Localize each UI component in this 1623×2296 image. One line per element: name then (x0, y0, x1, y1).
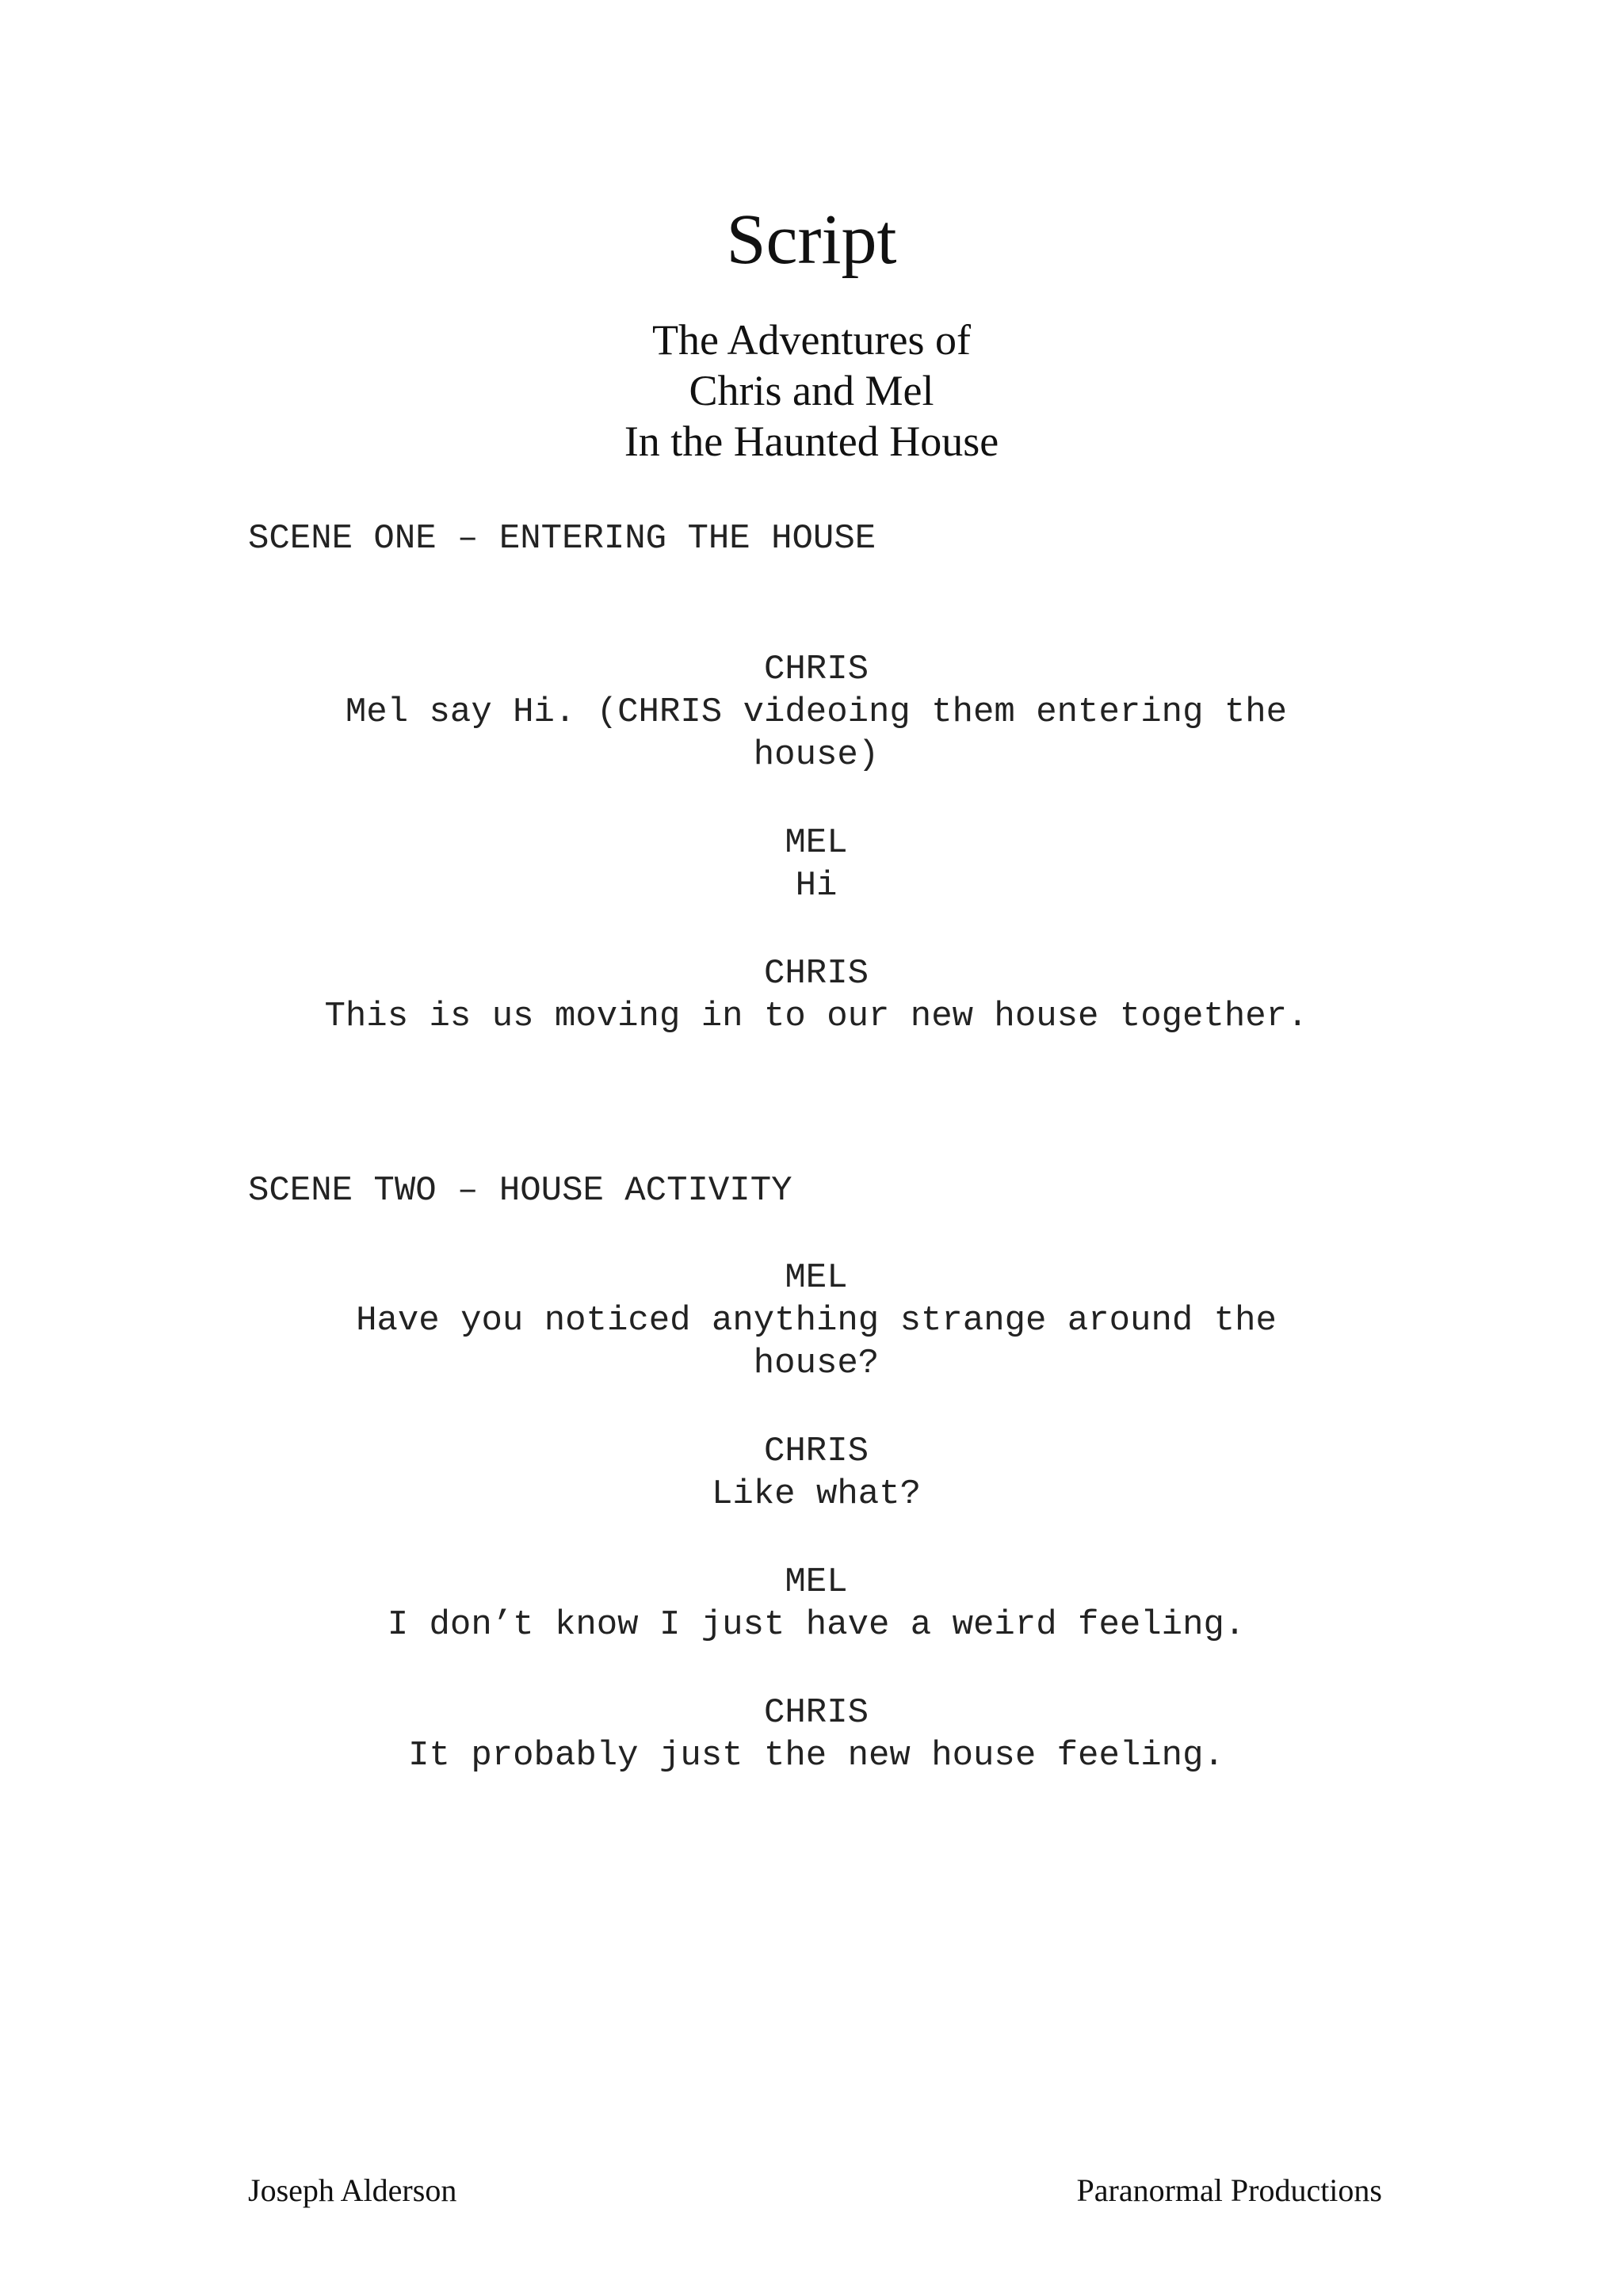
dialogue-line: This is us moving in to our new house together. (324, 997, 1308, 1036)
scene-heading: SCENE TWO – HOUSE ACTIVITY (248, 1171, 792, 1211)
footer-author: Joseph Alderson (248, 2172, 457, 2208)
character-name: MEL (785, 823, 848, 863)
document-subtitle (0, 315, 1623, 467)
dialogue-line: Mel say Hi. (CHRIS videoing them entering the (345, 692, 1288, 732)
character-name: CHRIS (763, 1693, 869, 1733)
dialogue-line: I don’t know I just have a weird feeling. (387, 1605, 1246, 1645)
dialogue-block (248, 1257, 1384, 1385)
dialogue-block (248, 1561, 1384, 1646)
character-name: CHRIS (763, 1432, 869, 1471)
dialogue-line: Hi (795, 866, 838, 906)
character-name: CHRIS (763, 954, 869, 994)
dialogue-line: It probably just the new house feeling. (408, 1736, 1224, 1775)
document-title: Script (726, 200, 897, 279)
subtitle-line: In the Haunted House (624, 418, 999, 465)
dialogue-block (248, 822, 1384, 907)
dialogue-line: Like what? (711, 1474, 922, 1514)
dialogue-line: house) (753, 735, 880, 775)
dialogue-block (248, 1691, 1384, 1777)
dialogue-block (248, 648, 1384, 776)
dialogue-line: house? (753, 1344, 880, 1383)
character-name: MEL (785, 1562, 848, 1602)
subtitle-line: Chris and Mel (689, 367, 934, 414)
subtitle-line: The Adventures of (652, 316, 971, 364)
scene-heading: SCENE ONE – ENTERING THE HOUSE (248, 519, 876, 559)
dialogue-block (248, 952, 1384, 1038)
dialogue-line: Have you noticed anything strange around the (356, 1301, 1277, 1341)
character-name: MEL (785, 1258, 848, 1298)
footer-company: Paranormal Productions (1076, 2172, 1382, 2208)
character-name: CHRIS (763, 650, 869, 689)
dialogue-block (248, 1430, 1384, 1516)
